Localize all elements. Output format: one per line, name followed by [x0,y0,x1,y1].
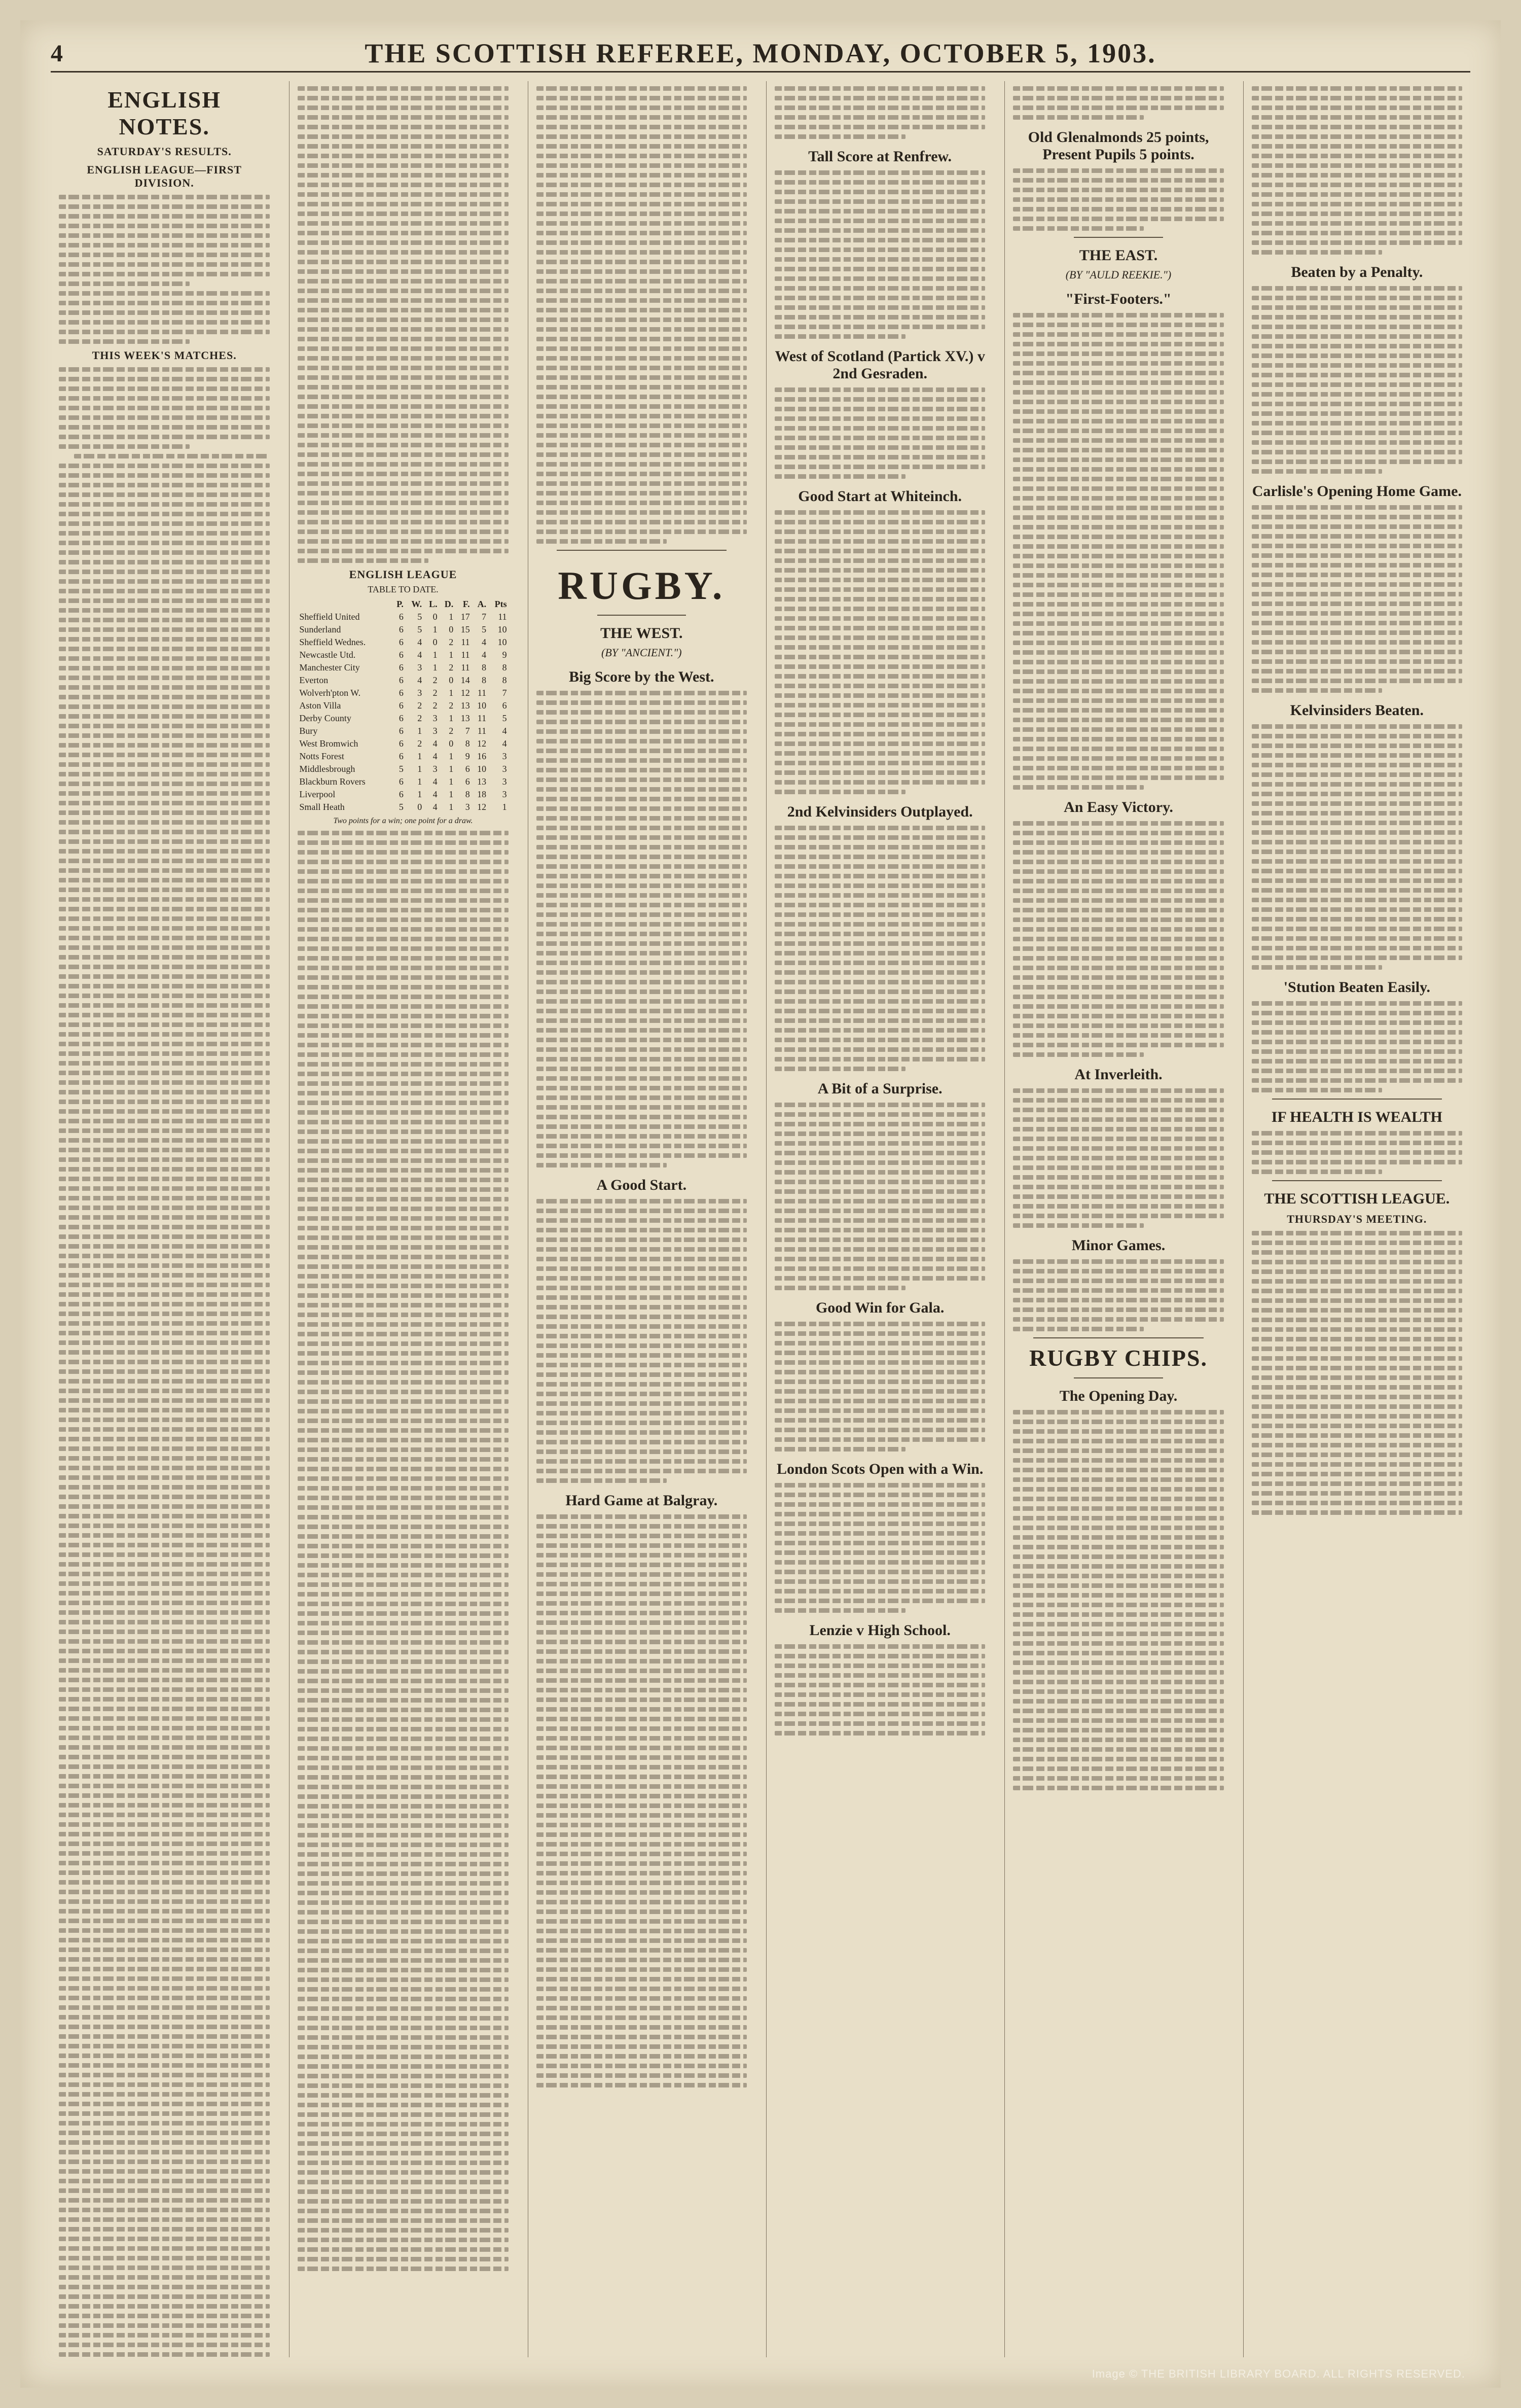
table-cell: 5 [417,624,422,634]
table-cell: 13 [477,776,487,787]
table-cell: 4 [432,789,438,799]
divider [597,615,686,616]
headline-good-win-for-gala: Good Win for Gala. [815,1299,945,1316]
headline-at-inverleith: At Inverleith. [1074,1066,1163,1083]
table-cell: 2 [432,675,438,685]
table-row [298,661,508,674]
table-cell: Middlesbrough [299,764,355,774]
table-row [298,763,508,775]
table-header-cell: F. [462,599,470,609]
table-row [298,801,508,813]
table-cell: 12 [477,738,487,749]
table-cell: 2 [449,700,454,711]
table-cell: 10 [477,764,487,774]
table-row [298,725,508,737]
table-row [298,674,508,687]
table-cell: 12 [460,688,470,698]
subhead-first-division: ENGLISH LEAGUE—FIRST DIVISION. [87,163,242,189]
text-block [775,1644,985,1736]
table-cell: 13 [460,700,470,711]
column-4 [766,81,993,2357]
table-cell: 3 [502,789,507,799]
table-cell: 17 [460,612,470,622]
table-cell: 6 [399,675,404,685]
text-block [298,86,508,563]
table-cell: 6 [399,726,404,736]
advertisement-headline: IF HEALTH IS WEALTH [1271,1109,1442,1125]
table-body [298,611,508,813]
text-block [536,691,747,1167]
subhead-saturdays-results: SATURDAY'S RESULTS. [97,145,232,158]
table-cell: 4 [482,637,487,647]
subhead-this-weeks-matches: THIS WEEK'S MATCHES. [92,349,237,362]
table-header-cell: A. [477,599,487,609]
table-cell: 6 [399,637,404,647]
table-cell: 1 [432,662,438,672]
text-block [775,1483,985,1613]
table-header-cell: L. [429,599,438,609]
headline-first-footers: "First-Footers." [1065,291,1172,307]
headline-minor-games: Minor Games. [1071,1237,1166,1254]
table-cell: 13 [460,713,470,723]
table-row [298,712,508,725]
table-cell: Bury [299,726,318,736]
byline: (BY "ANCIENT.") [601,646,682,659]
table-row [298,636,508,649]
table-cell: Notts Forest [299,751,344,761]
text-block [1013,1410,1223,1790]
headline-tall-score: Tall Score at Renfrew. [808,148,952,165]
table-cell: 6 [399,738,404,749]
table-cell: 6 [399,700,404,711]
text-block [59,367,270,2357]
table-cell: 1 [449,751,454,761]
table-cell: 6 [399,789,404,799]
text-block [1252,1001,1462,1092]
table-cell: 0 [449,675,454,685]
table-cell: 4 [432,802,438,812]
table-cell: 3 [432,726,438,736]
table-cell: 1 [417,751,422,761]
table-cell: 10 [497,624,507,634]
table-row [298,788,508,801]
table-cell: 11 [477,688,487,698]
table-cell: 0 [417,802,422,812]
table-cell: Sheffield Wednes. [299,637,366,647]
table-row [298,775,508,788]
table-cell: 1 [449,802,454,812]
table-cell: 6 [399,776,404,787]
text-block [536,86,747,544]
table-cell: 3 [502,764,507,774]
table-cell: Manchester City [299,662,360,672]
table-cell: Derby County [299,713,351,723]
table-cell: 3 [432,713,438,723]
table-header-row [298,598,508,611]
headline-an-easy-victory: An Easy Victory. [1064,799,1173,816]
table-cell: 1 [449,776,454,787]
table-cell: 8 [502,675,507,685]
table-cell: Liverpool [299,789,336,799]
column-3 [528,81,755,2357]
text-block [1013,313,1223,790]
league-table [298,598,508,813]
text-block [1252,724,1462,970]
text-block [536,1199,747,1483]
table-row [298,611,508,623]
table-cell: 7 [482,612,487,622]
section-rugby: RUGBY. [558,563,726,608]
table-cell: 11 [461,650,470,660]
table-cell: 2 [449,637,454,647]
table-cell: 6 [399,650,404,660]
table-cell: 9 [465,751,470,761]
headline-stution-beaten: 'Stution Beaten Easily. [1283,979,1430,996]
headline-lenzie-v-high-school: Lenzie v High School. [809,1622,951,1639]
table-cell: Sunderland [299,624,341,634]
text-block [536,1514,747,2087]
table-cell: West Bromwich [299,738,358,749]
table-cell: 9 [502,650,507,660]
table-cell: 1 [432,650,438,660]
column-2 [289,81,516,2357]
text-block [1252,1231,1462,1515]
table-header-cell: W. [411,599,422,609]
table-header-cell [298,598,391,611]
table-header-cell: P. [396,599,404,609]
table-row [298,699,508,712]
table-cell: 6 [465,776,470,787]
table-cell: 6 [399,688,404,698]
newspaper-title: THE SCOTTISH REFEREE, MONDAY, OCTOBER 5, 1903. [365,38,1156,68]
table-cell: Everton [299,675,329,685]
text-block [1013,821,1223,1057]
headline-a-bit-of-a-surprise: A Bit of a Surprise. [817,1080,943,1097]
table-cell: 3 [432,764,438,774]
table-cell: 8 [482,662,487,672]
table-cell: 2 [417,713,422,723]
table-cell: 2 [432,688,438,698]
section-english-notes: ENGLISH NOTES. [107,87,221,139]
text-block [775,1103,985,1290]
headline-whiteinch: Good Start at Whiteinch. [798,488,962,505]
table-subtitle: TABLE TO DATE. [368,584,439,594]
headline-a-good-start: A Good Start. [596,1177,687,1193]
table-cell: 6 [465,764,470,774]
table-cell: 8 [465,738,470,749]
subhead-english-league: ENGLISH LEAGUE [349,568,457,581]
divider [1033,1337,1203,1338]
headline-big-score: Big Score by the West. [569,668,714,685]
table-cell: 8 [482,675,487,685]
masthead [51,36,1470,73]
byline: (BY "AULD REEKIE.") [1065,268,1172,281]
divider [557,550,727,551]
headline-london-scots: London Scots Open with a Win. [776,1461,984,1477]
table-row [298,750,508,763]
table-cell: 2 [432,700,438,711]
headline-the-west: THE WEST. [600,625,683,642]
table-cell: 1 [449,612,454,622]
headline-old-glenalmonds: Old Glenalmonds 25 points, Present Pupils 5 points. [1028,129,1209,163]
table-cell: 1 [417,726,422,736]
divider [1272,1099,1442,1100]
table-cell: 12 [477,802,487,812]
table-cell: 4 [502,726,507,736]
table-cell: 1 [417,789,422,799]
table-cell: 4 [417,675,422,685]
table-cell: Sheffield United [299,612,360,622]
table-cell: 18 [477,789,487,799]
table-cell: 1 [449,688,454,698]
table-cell: 4 [432,776,438,787]
headline-kelvinsiders-outplayed: 2nd Kelvinsiders Outplayed. [787,803,973,820]
table-cell: 8 [465,789,470,799]
headline-west-of-scotland: West of Scotland (Partick XV.) v 2nd Gesraden. [775,348,985,382]
table-cell: 6 [502,700,507,711]
text-block [1013,1088,1223,1228]
table-cell: 1 [502,802,507,812]
text-block [775,86,985,139]
divider [1272,1180,1442,1181]
table-cell: 4 [432,751,438,761]
divider [1074,237,1163,238]
headline-kelvinsiders-beaten: Kelvinsiders Beaten. [1290,702,1424,719]
headline-beaten-by-a-penalty: Beaten by a Penalty. [1291,264,1423,280]
table-cell: 11 [498,612,507,622]
table-cell: 4 [502,738,507,749]
section-rugby-chips: RUGBY CHIPS. [1029,1345,1208,1371]
table-cell: 3 [417,662,422,672]
copyright-credit: Image © THE BRITISH LIBRARY BOARD. ALL RIGHTS RESERVED. [1092,2367,1465,2380]
table-row [298,649,508,661]
page-number: 4 [51,40,63,67]
table-cell: 2 [449,662,454,672]
table-cell: 6 [399,624,404,634]
table-cell: 11 [477,726,487,736]
table-cell: 0 [432,637,438,647]
columns [51,81,1470,2357]
table-cell: 7 [465,726,470,736]
table-cell: Wolverh'pton W. [299,688,361,698]
table-cell: 1 [449,713,454,723]
table-cell: Newcastle Utd. [299,650,356,660]
table-cell: 2 [417,738,422,749]
table-cell: 1 [449,764,454,774]
table-row [298,687,508,699]
table-cell: 1 [417,776,422,787]
column-5 [1004,81,1232,2357]
table-cell: 8 [502,662,507,672]
table-cell: 1 [449,650,454,660]
headline-hard-game: Hard Game at Balgray. [565,1492,718,1509]
text-block [1013,86,1223,120]
column-6 [1243,81,1470,2357]
table-cell: 5 [482,624,487,634]
table-cell: Blackburn Rovers [299,776,366,787]
table-cell: 11 [461,637,470,647]
table-header-cell: Pts [494,599,507,609]
divider [1074,1377,1163,1378]
text-block [59,195,270,344]
table-cell: 5 [417,612,422,622]
headline-the-east: THE EAST. [1079,247,1158,264]
table-cell: 7 [502,688,507,698]
text-block [775,510,985,794]
table-cell: Aston Villa [299,700,341,711]
newspaper-page [20,20,1501,2388]
text-block [775,170,985,339]
table-cell: 1 [417,764,422,774]
text-block [1252,286,1462,474]
text-block [298,831,508,2271]
table-cell: 2 [417,700,422,711]
text-block [1252,505,1462,693]
table-cell: 10 [477,700,487,711]
table-cell: 0 [432,612,438,622]
text-block [1013,168,1223,231]
headline-carlisle: Carlisle's Opening Home Game. [1252,483,1462,500]
text-block [775,826,985,1071]
table-cell: 0 [449,738,454,749]
table-cell: 4 [417,650,422,660]
table-cell: 14 [460,675,470,685]
table-cell: 5 [502,713,507,723]
text-block [775,1322,985,1451]
table-row [298,623,508,636]
table-cell: 2 [449,726,454,736]
column-1 [51,81,278,2357]
headline-the-opening-day: The Opening Day. [1059,1388,1178,1404]
table-cell: 0 [449,624,454,634]
table-cell: 6 [399,662,404,672]
table-cell: 5 [399,802,404,812]
table-cell: Small Heath [299,802,345,812]
table-cell: 1 [432,624,438,634]
table-cell: 4 [432,738,438,749]
table-cell: 3 [502,776,507,787]
table-cell: 10 [497,637,507,647]
table-cell: 4 [417,637,422,647]
table-cell: 16 [477,751,487,761]
table-cell: 1 [449,789,454,799]
table-cell: 15 [460,624,470,634]
text-block [775,387,985,479]
table-cell: 6 [399,751,404,761]
advertisement-text [1252,1131,1462,1174]
table-cell: 3 [465,802,470,812]
text-block [1252,86,1462,255]
table-cell: 11 [461,662,470,672]
table-cell: 5 [399,764,404,774]
table-cell: 3 [502,751,507,761]
table-cell: 4 [482,650,487,660]
subhead-thursdays-meeting: THURSDAY'S MEETING. [1287,1213,1427,1225]
table-cell: 3 [417,688,422,698]
table-cell: 6 [399,612,404,622]
table-footnote: Two points for a win; one point for a draw. [333,817,473,825]
table-header-cell: D. [444,599,454,609]
table-row [298,737,508,750]
table-cell: 11 [477,713,487,723]
headline-scottish-league: THE SCOTTISH LEAGUE. [1264,1190,1450,1207]
text-block [1013,1259,1223,1331]
table-cell: 6 [399,713,404,723]
